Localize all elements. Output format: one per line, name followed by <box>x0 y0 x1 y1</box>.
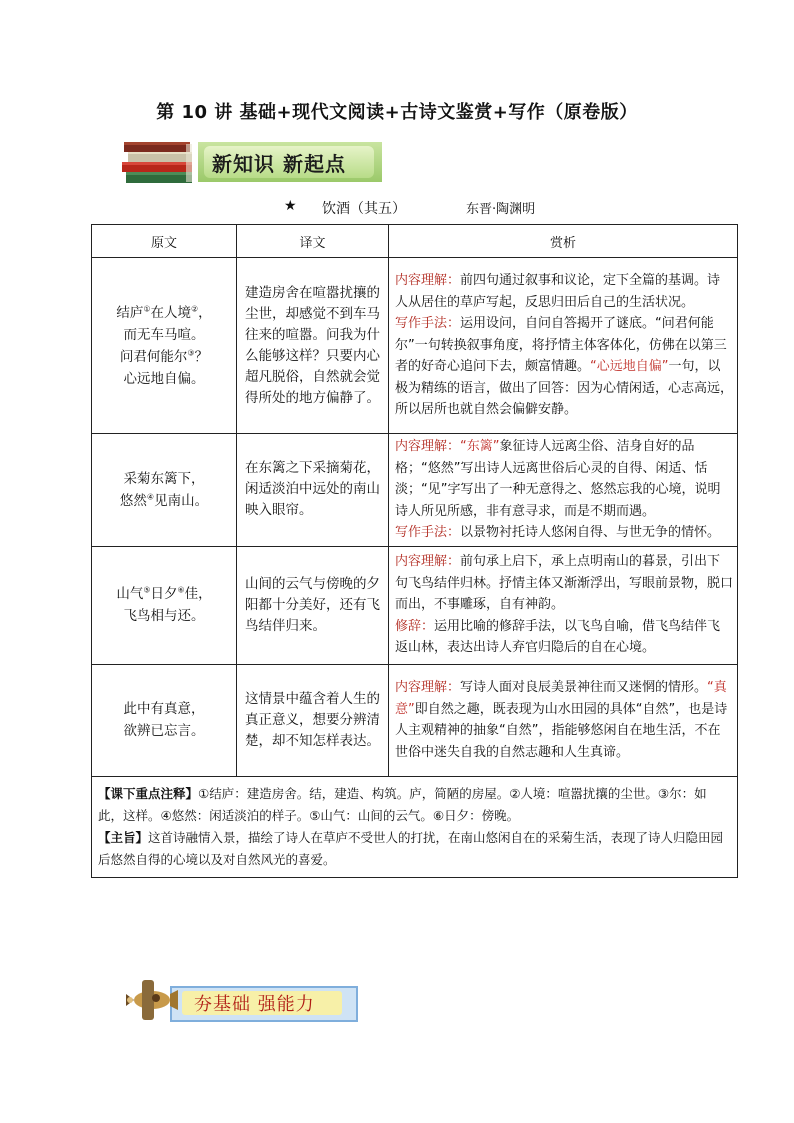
appreciation-cell <box>389 258 738 434</box>
analysis-quote: “东篱” <box>460 439 500 454</box>
header-translation: 译文 <box>237 225 389 258</box>
airplane-icon <box>120 972 180 1026</box>
appreciation-cell <box>389 546 738 664</box>
analysis-quote: “心远地自偏” <box>590 359 669 375</box>
notes-label: 【课下重点注释】 <box>98 785 199 801</box>
original-text-cell <box>92 664 237 776</box>
verse-line: 山气⑤日夕⑥佳， <box>116 585 212 602</box>
verse-line: 欲辨已忘言。 <box>123 723 205 739</box>
header-appreciation: 赏析 <box>389 225 738 258</box>
analysis-label: 修辞： <box>395 618 435 634</box>
appreciation-cell <box>389 434 738 547</box>
verse-line: 而无车马喧。 <box>123 326 205 343</box>
analysis-text: 前四句通过叙事和议论，定下全篇的基调。诗人从居住的草庐写起，反思归田后自己的生活状况。 <box>395 273 721 310</box>
verse-line: 采菊东篱下， <box>123 470 205 487</box>
analysis-text: 写诗人面对良辰美景神往而又迷惘的情形。 <box>460 680 708 695</box>
analysis-text: 运用比喻的修辞手法，以飞鸟自喻，借飞鸟结伴飞返山林，表达出诗人弃官归隐后的自在心境。 <box>395 618 721 656</box>
notes-cell <box>92 776 738 877</box>
translation-cell: 建造房舍在喧嚣扰攘的尘世，却感觉不到车马往来的喧嚣。问我为什么能够这样？只要内心超凡脱俗，自然就会觉得所处的地方偏静了。 <box>237 258 389 434</box>
analysis-label: 内容理解： <box>395 439 461 454</box>
analysis-text: 运用设问，自问自答揭开了谜底。“问君何能尔”一句转换叙事角度，将抒情主体客体化，仿佛在以第三者的好奇心追问下去，颇富情趣。 <box>395 316 727 375</box>
appreciation-cell <box>389 664 738 776</box>
original-text-cell <box>92 258 237 434</box>
header-original: 原文 <box>92 225 237 258</box>
analysis-text: 一句，以极为精练的语言，做出了回答：因为心情闲适，心志高远，所以居所也就自然会偏僻安静。 <box>395 359 734 418</box>
verse-line: 飞鸟相与还。 <box>123 608 205 624</box>
table-header-row <box>92 225 738 258</box>
theme-text: 这首诗融情入景，描绘了诗人在草庐不受世人的打扰，在南山悠闲自在的采菊生活，表现了诗人归隐田园后悠然自得的心境以及对自然风光的喜爱。 <box>98 829 724 867</box>
verse-line: 问君何能尔③？ <box>119 348 209 365</box>
analysis-label: 写作手法： <box>395 525 461 540</box>
theme-label: 【主旨】 <box>98 829 149 845</box>
banner-text: 新知识 新起点 <box>212 152 346 176</box>
document-title: 第 10 讲 基础+现代文阅读+古诗文鉴赏+写作（原卷版） <box>156 102 638 123</box>
verse-line: 此中有真意， <box>123 701 205 717</box>
analysis-text: 象征诗人远离尘俗、洁身自好的品格；“悠然”写出诗人远离世俗后心灵的自得、闲适、恬淡；“见”字写出了一种无意得之、悠然忘我的心境，说明诗人所见所感，非有意寻求，而是不期而遇。 <box>395 439 721 519</box>
analysis-text: 前句承上启下，承上点明南山的暮景，引出下句飞鸟结伴归林。抒情主体又渐渐浮出，写眼前景物，脱口而出，不事雕琢，自有神韵。 <box>395 554 734 613</box>
verse-line: 结庐①在人境②， <box>116 304 212 321</box>
poem-analysis-table <box>91 224 738 878</box>
poem-author: 东晋·陶渊明 <box>466 202 536 217</box>
analysis-label: 写作手法： <box>395 316 461 332</box>
original-text-cell <box>92 434 237 547</box>
verse-line: 悠然④见南山。 <box>119 492 209 509</box>
books-icon <box>120 138 198 186</box>
poem-title: 饮酒（其五） <box>322 201 406 217</box>
verse-line: 心远地自偏。 <box>123 370 205 387</box>
analysis-label: 内容理解： <box>395 680 461 695</box>
section-banner-basics <box>120 972 356 1026</box>
analysis-text: 即自然之趣，既表现为山水田园的具体“自然”，也是诗人主观精神的抽象“自然”，指能够悠闲自在地生活，不在世俗中迷失自我的自然志趣和人生真谛。 <box>395 701 728 760</box>
translation-cell: 山间的云气与傍晚的夕阳都十分美好，还有飞鸟结伴归来。 <box>237 546 389 664</box>
poem-header <box>0 198 794 218</box>
table-row <box>92 434 738 547</box>
table-row <box>92 546 738 664</box>
original-text-cell <box>92 546 237 664</box>
notes-row <box>92 776 738 877</box>
table-row <box>92 258 738 434</box>
translation-cell: 在东篱之下采摘菊花，闲适淡泊中远处的南山映入眼帘。 <box>237 434 389 547</box>
analysis-text: 以景物衬托诗人悠闲自得、与世无争的情怀。 <box>460 525 721 540</box>
analysis-label: 内容理解： <box>395 554 461 570</box>
analysis-quote: “真意” <box>395 680 727 717</box>
star-icon: ★ <box>284 198 297 214</box>
translation-cell: 这情景中蕴含着人生的真正意义，想要分辨清楚，却不知怎样表达。 <box>237 664 389 776</box>
notes-text: ①结庐：建造房舍。结，建造、构筑。庐，简陋的房屋。②人境：喧嚣扰攘的尘世。③尔：如此，这样。④悠然：闲适淡泊的样子。⑤山气：山间的云气。⑥日夕：傍晚。 <box>98 785 707 823</box>
banner-text: 夯基础 强能力 <box>194 994 315 1015</box>
section-banner-new-knowledge <box>120 138 382 186</box>
analysis-label: 内容理解： <box>395 273 461 289</box>
table-row <box>92 664 738 776</box>
